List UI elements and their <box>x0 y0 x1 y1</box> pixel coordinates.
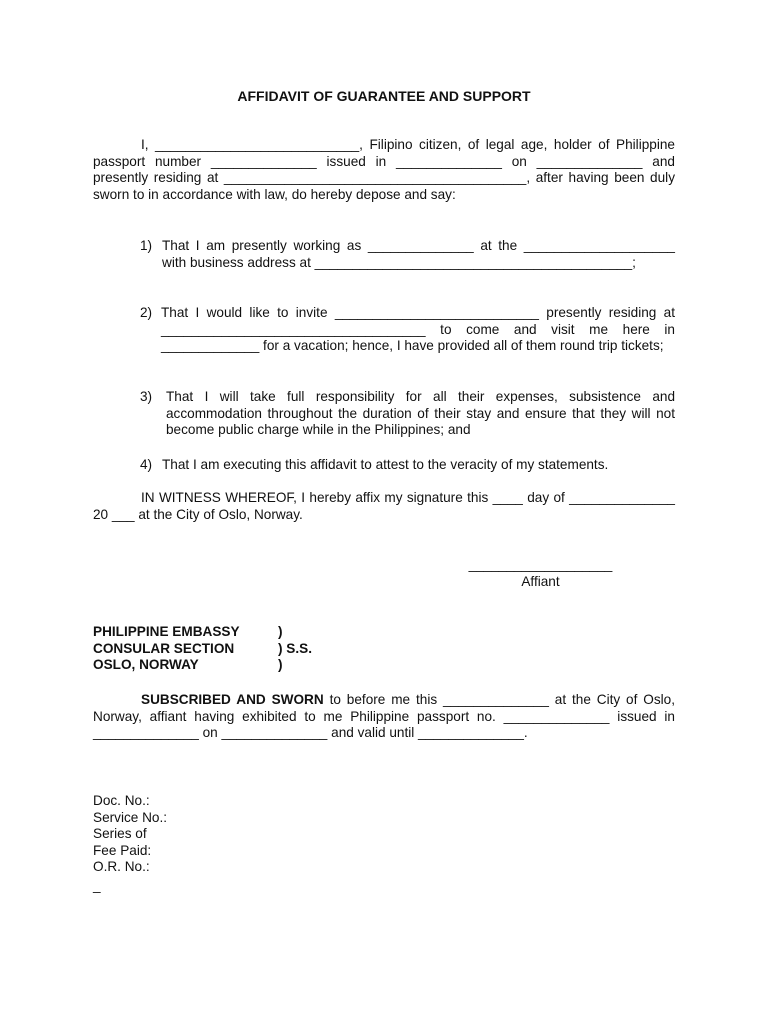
venue-label: CONSULAR SECTION <box>93 640 235 656</box>
item-text: That I would like to invite ___________________________ presently residing at ___________________________________ to come and visit me here in _____________ for a vacation; hence, I have provided all of them round trip tickets; <box>161 305 675 354</box>
witness-paragraph: IN WITNESS WHEREOF, I hereby affix my signature this ____ day of ______________ 20 ___ at the City of Oslo, Norway. <box>93 490 675 522</box>
item-number: 1) <box>140 238 153 253</box>
venue-mark: ) <box>278 657 283 673</box>
notary-field-or-no: O.R. No.: <box>93 859 150 875</box>
venue-label: PHILIPPINE EMBASSY <box>93 624 240 639</box>
affiant-label: Affiant <box>521 574 560 589</box>
notary-fields <box>93 793 167 876</box>
venue-mark: ) S.S. <box>278 640 312 656</box>
list-item-2 <box>140 305 675 355</box>
item-text: That I will take full responsibility for all their expenses, subsistence and accommodation throughout the duration of their stay and ensure that they will not become public charge while in the Philippines; and <box>166 389 675 438</box>
item-number: 4) <box>140 457 153 472</box>
venue-mark: ) <box>278 624 283 639</box>
intro-paragraph: I, ___________________________, Filipino citizen, of legal age, holder of Philippine passport number ______________ issued in ______________ on ______________ and presently residing at ________________________________________, after having been duly sworn to in accordance with law, do hereby depose and say: <box>93 137 675 202</box>
venue-label: OSLO, NORWAY <box>93 657 199 673</box>
sworn-heading: SUBSCRIBED AND SWORN <box>141 692 324 707</box>
document-title: AFFIDAVIT OF GUARANTEE AND SUPPORT <box>237 88 531 104</box>
venue-block <box>93 624 353 674</box>
notary-field-series: Series of <box>93 826 147 842</box>
trailing-mark: _ <box>93 878 101 893</box>
sworn-paragraph <box>93 692 675 742</box>
item-text: That I am presently working as ______________ at the ____________________ with business address at __________________________________________; <box>162 238 675 270</box>
notary-field-fee-paid: Fee Paid: <box>93 842 152 858</box>
venue-row <box>93 641 353 658</box>
item-text: That I am executing this affidavit to attest to the veracity of my statements. <box>162 457 609 472</box>
signature-line: ___________________ <box>468 557 613 572</box>
list-item-3 <box>140 389 675 439</box>
notary-field-service-no: Service No.: <box>93 809 168 825</box>
sworn-text: to before me this ______________ at the City of Oslo, Norway, affiant having exhibited to me Philippine passport no. ______________ issued in ______________ on ______________ and valid until ______________. <box>93 692 675 741</box>
list-item-4 <box>140 457 675 474</box>
venue-row <box>93 657 353 674</box>
venue-row <box>93 624 353 641</box>
item-number: 3) <box>140 389 153 404</box>
item-number: 2) <box>140 305 153 320</box>
notary-field-doc-no: Doc. No.: <box>93 793 150 808</box>
list-item-1 <box>140 238 675 271</box>
